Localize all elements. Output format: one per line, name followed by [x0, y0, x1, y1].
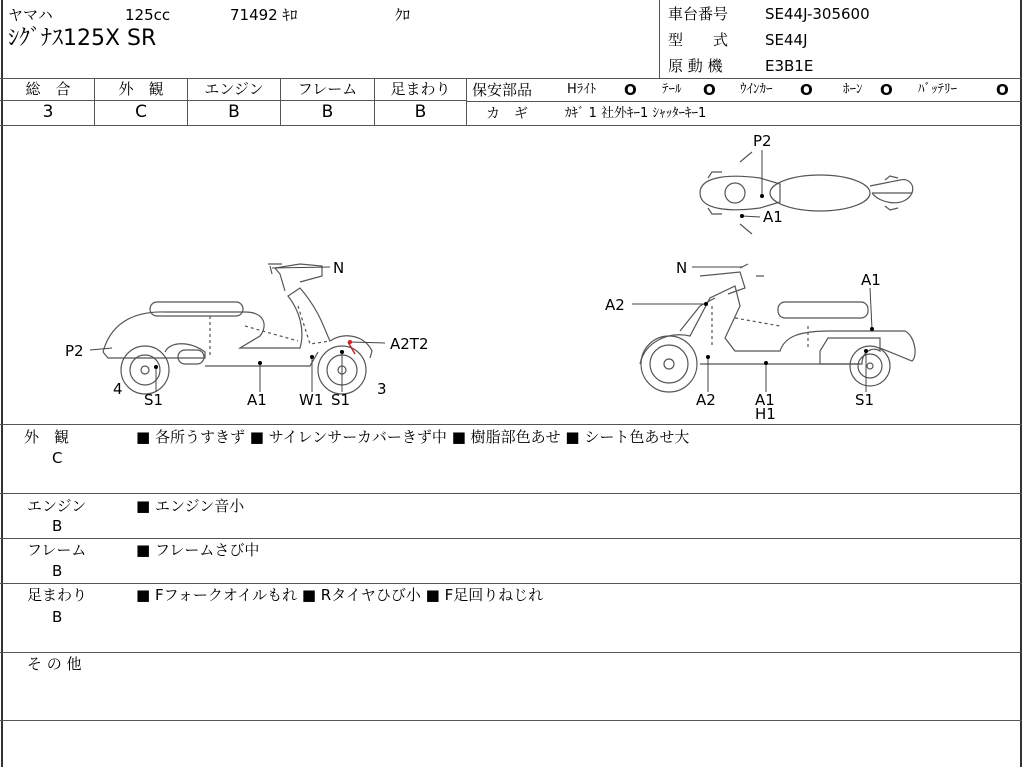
grade-appearance-label: 外 観: [118, 80, 164, 98]
grade-suspension-value: B: [414, 102, 427, 122]
remark-appearance-grade: C: [52, 449, 63, 467]
grade-engine-value: B: [228, 102, 240, 122]
remark-appearance-text: ■ 各所うすきず ■ サイレンサーカバーきず中 ■ 樹脂部色あせ ■ シート色あせ大: [136, 428, 690, 446]
remark-frame-text: ■ フレームさび中: [136, 541, 260, 559]
engine-label: 原 動 機: [668, 57, 723, 75]
remark-suspension-label: 足まわり: [27, 586, 88, 604]
diag-left-3: 3: [377, 380, 387, 398]
safety-tail-mark: O: [703, 81, 716, 99]
remark-frame-label: フレーム: [27, 541, 87, 559]
diag-right-h1: H1: [755, 405, 776, 423]
diag-right-a2-lower: A2: [696, 391, 716, 409]
safety-winker-mark: O: [800, 81, 813, 99]
grade-engine-label: エンジン: [204, 80, 264, 98]
scooter-top-view: [700, 152, 913, 234]
safety-battery-mark: O: [996, 81, 1009, 99]
diag-right-s1: S1: [855, 391, 875, 409]
engine-value: E3B1E: [765, 57, 814, 75]
type-label: 型 式: [668, 31, 729, 49]
keys-label: カ ギ: [486, 106, 528, 122]
remark-engine-label: エンジン: [27, 497, 87, 515]
diag-right-a1-lower: A1: [755, 391, 775, 409]
scooter-left-side-view: [103, 264, 372, 394]
grade-total-label: 総 合: [25, 80, 71, 98]
grade-appearance-value: C: [135, 102, 147, 122]
safety-headlight-mark: O: [624, 81, 637, 99]
remark-engine-text: ■ エンジン音小: [136, 497, 245, 515]
safety-label: 保安部品: [472, 81, 533, 99]
remark-suspension-grade: B: [52, 608, 63, 626]
diag-left-s1-rear: S1: [144, 391, 164, 409]
grade-frame-label: フレーム: [297, 80, 358, 98]
diag-left-s1-front: S1: [331, 391, 351, 409]
diag-right-n: N: [676, 259, 688, 277]
grade-frame-value: B: [321, 102, 334, 122]
remark-other-label: そ の 他: [27, 655, 82, 673]
safety-horn: ﾎｰﾝ: [843, 82, 863, 97]
safety-winker: ｳｲﾝｶｰ: [740, 82, 773, 97]
diag-right-a1-top: A1: [861, 271, 881, 289]
diag-top-a1: A1: [763, 208, 783, 226]
frame-no: SE44J-305600: [765, 5, 870, 23]
diag-left-a2t2: A2T2: [390, 335, 429, 353]
diag-left-p2: P2: [65, 342, 84, 360]
remark-frame-grade: B: [52, 562, 63, 580]
mileage: 71492 ｷﾛ: [230, 6, 298, 24]
displacement: 125cc: [125, 6, 171, 24]
safety-horn-mark: O: [880, 81, 893, 99]
diag-top-p2: P2: [753, 132, 772, 150]
maker: ヤマハ: [8, 6, 53, 24]
safety-battery: ﾊﾞｯﾃﾘｰ: [918, 82, 957, 97]
keys-value: ｶｷﾞ 1 社外ｷｰ1 ｼｬｯﾀｰｷｰ1: [565, 106, 707, 121]
remark-engine-grade: B: [52, 517, 63, 535]
remark-appearance-label: 外 観: [24, 428, 70, 446]
diag-left-w1: W1: [299, 391, 324, 409]
diag-left-n: N: [333, 259, 345, 277]
diag-left-a1: A1: [247, 391, 267, 409]
type-value: SE44J: [765, 31, 808, 49]
grade-total-value: 3: [42, 102, 54, 122]
color: ｸﾛ: [395, 6, 411, 24]
diag-right-a2-upper: A2: [605, 296, 625, 314]
model-name: ｼｸﾞﾅｽ125X SR: [8, 26, 157, 51]
safety-headlight: Hﾗｲﾄ: [567, 82, 597, 97]
safety-tail: ﾃｰﾙ: [662, 82, 682, 97]
frame-no-label: 車台番号: [668, 5, 729, 23]
diag-left-4: 4: [113, 380, 123, 398]
grade-suspension-label: 足まわり: [390, 80, 451, 98]
remark-suspension-text: ■ Fフォークオイルもれ ■ Rタイヤひび小 ■ F足回りねじれ: [136, 586, 544, 604]
